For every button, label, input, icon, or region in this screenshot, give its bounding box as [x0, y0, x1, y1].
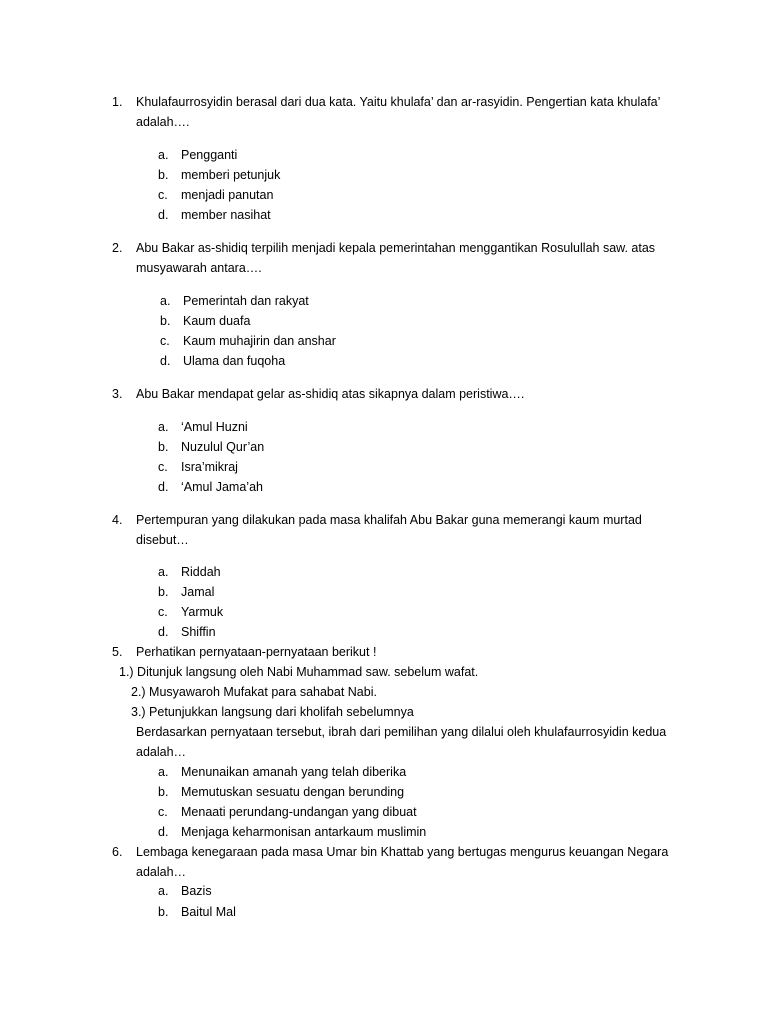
- question-text: adalah…: [136, 745, 187, 759]
- option-text: Menjaga keharmonisan antarkaum muslimin: [181, 825, 427, 839]
- statement-item: 2.) Musyawaroh Mufakat para sahabat Nabi.: [131, 685, 377, 699]
- option-text: Isra’mikraj: [181, 460, 238, 474]
- option-text: menjadi panutan: [181, 188, 274, 202]
- question-text: Lembaga kenegaraan pada masa Umar bin Khattab yang bertugas mengurus keuangan Negara: [136, 845, 669, 859]
- option-letter: a.: [158, 765, 169, 779]
- option-letter: d.: [158, 208, 169, 222]
- option-letter: b.: [158, 168, 169, 182]
- statement-item: 3.) Petunjukkan langsung dari kholifah sebelumnya: [131, 705, 414, 719]
- option-letter: c.: [158, 188, 168, 202]
- option-text: Yarmuk: [181, 605, 224, 619]
- option-text: Menunaikan amanah yang telah diberika: [181, 765, 407, 779]
- option-text: memberi petunjuk: [181, 168, 281, 182]
- option-text: Baitul Mal: [181, 905, 236, 919]
- question-text: musyawarah antara….: [136, 261, 262, 275]
- option-letter: b.: [158, 585, 169, 599]
- option-text: Ulama dan fuqoha: [183, 354, 286, 368]
- question-number: 6.: [112, 845, 123, 859]
- question-number: 1.: [112, 95, 123, 109]
- question-text: adalah…: [136, 865, 187, 879]
- option-letter: b.: [160, 314, 171, 328]
- option-text: Memutuskan sesuatu dengan berunding: [181, 785, 405, 799]
- option-text: Menaati perundang-undangan yang dibuat: [181, 805, 417, 819]
- option-text: Pengganti: [181, 148, 238, 162]
- question-number: 4.: [112, 513, 123, 527]
- question-text: Khulafaurrosyidin berasal dari dua kata. Yaitu khulafa’ dan ar-rasyidin. Pengertian kata khulafa’: [136, 95, 661, 109]
- question-text: adalah….: [136, 115, 190, 129]
- statement-item: 1.) Ditunjuk langsung oleh Nabi Muhammad saw. sebelum wafat.: [119, 665, 479, 679]
- option-text: ‘Amul Huzni: [181, 420, 248, 434]
- option-letter: d.: [158, 825, 169, 839]
- question-text: Abu Bakar as-shidiq terpilih menjadi kepala pemerintahan menggantikan Rosulullah saw. atas: [136, 241, 656, 255]
- option-text: Kaum muhajirin dan anshar: [183, 334, 336, 348]
- option-text: Bazis: [181, 884, 212, 898]
- question-number: 2.: [112, 241, 123, 255]
- question-number: 5.: [112, 645, 123, 659]
- question-text: Perhatikan pernyataan-pernyataan berikut !: [136, 645, 377, 659]
- option-letter: b.: [158, 440, 169, 454]
- option-text: Pemerintah dan rakyat: [183, 294, 309, 308]
- question-text: Pertempuran yang dilakukan pada masa khalifah Abu Bakar guna memerangi kaum murtad: [136, 513, 642, 527]
- option-letter: d.: [160, 354, 171, 368]
- question-text: Berdasarkan pernyataan tersebut, ibrah dari pemilihan yang dilalui oleh khulafaurrosyidin kedua: [136, 725, 667, 739]
- option-letter: a.: [160, 294, 171, 308]
- option-text: member nasihat: [181, 208, 271, 222]
- option-text: Kaum duafa: [183, 314, 251, 328]
- option-letter: d.: [158, 625, 169, 639]
- option-text: ‘Amul Jama’ah: [181, 480, 263, 494]
- option-letter: c.: [158, 805, 168, 819]
- option-text: Shiffin: [181, 625, 216, 639]
- option-letter: c.: [158, 460, 168, 474]
- option-letter: b.: [158, 905, 169, 919]
- question-number: 3.: [112, 387, 123, 401]
- option-letter: a.: [158, 565, 169, 579]
- option-letter: c.: [160, 334, 170, 348]
- option-text: Jamal: [181, 585, 215, 599]
- option-letter: a.: [158, 420, 169, 434]
- question-text: disebut…: [136, 533, 189, 547]
- option-letter: b.: [158, 785, 169, 799]
- option-text: Nuzulul Qur’an: [181, 440, 265, 454]
- question-text: Abu Bakar mendapat gelar as-shidiq atas sikapnya dalam peristiwa….: [136, 387, 525, 401]
- option-letter: a.: [158, 884, 169, 898]
- option-letter: c.: [158, 605, 168, 619]
- option-text: Riddah: [181, 565, 221, 579]
- option-letter: d.: [158, 480, 169, 494]
- option-letter: a.: [158, 148, 169, 162]
